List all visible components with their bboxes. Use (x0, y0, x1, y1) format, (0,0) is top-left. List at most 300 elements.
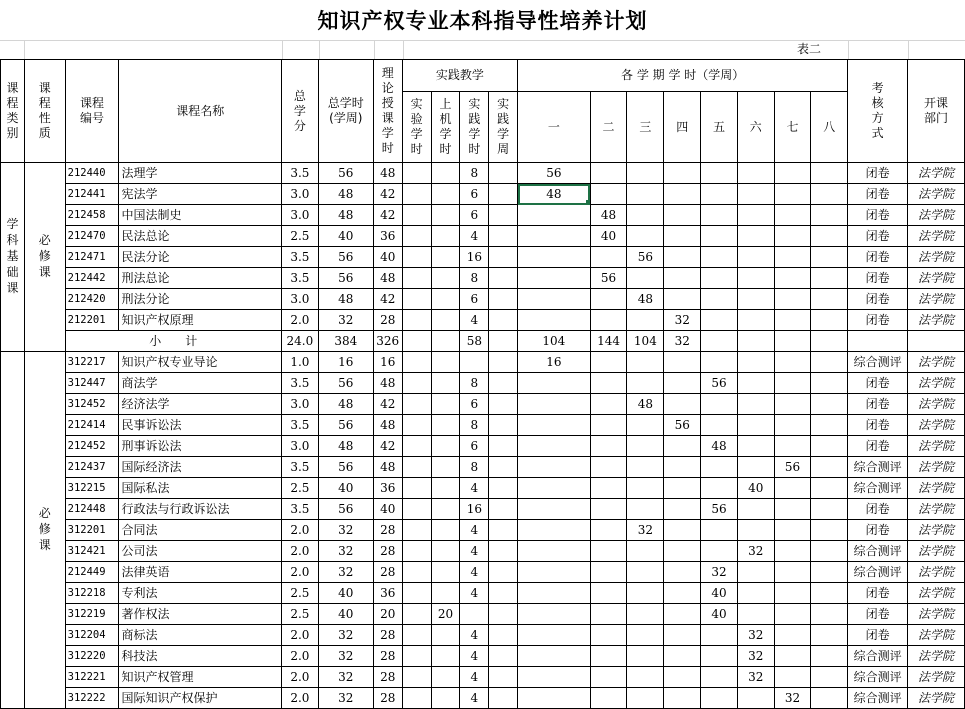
subtotal-semester-2[interactable]: 144 (590, 331, 627, 352)
credits-cell[interactable]: 3.5 (281, 247, 318, 268)
course-code[interactable]: 312222 (65, 688, 119, 709)
semester-8-cell[interactable] (811, 478, 848, 499)
total-hours-cell[interactable]: 32 (318, 541, 373, 562)
semester-6-cell[interactable] (737, 163, 774, 184)
semester-8-cell[interactable] (811, 562, 848, 583)
practice-hours-cell[interactable]: 16 (460, 247, 489, 268)
theory-hours-cell[interactable]: 36 (373, 478, 402, 499)
semester-3-cell[interactable]: 56 (627, 247, 664, 268)
semester-2-cell[interactable] (590, 310, 627, 331)
subtotal-exp-hours[interactable] (402, 331, 431, 352)
theory-hours-cell[interactable]: 40 (373, 499, 402, 520)
semester-4-cell[interactable] (664, 436, 701, 457)
computer-hours-cell[interactable] (431, 688, 460, 709)
semester-1-cell[interactable] (518, 289, 590, 310)
course-code[interactable]: 212441 (65, 184, 119, 205)
credits-cell[interactable]: 2.0 (281, 520, 318, 541)
semester-7-cell[interactable] (774, 625, 811, 646)
course-code[interactable]: 212420 (65, 289, 119, 310)
semester-7-cell[interactable] (774, 646, 811, 667)
total-hours-cell[interactable]: 40 (318, 226, 373, 247)
semester-6-cell[interactable] (737, 583, 774, 604)
semester-8-cell[interactable] (811, 625, 848, 646)
semester-5-cell[interactable]: 56 (701, 373, 738, 394)
semester-2-cell[interactable] (590, 541, 627, 562)
practice-hours-cell[interactable]: 4 (460, 688, 489, 709)
practice-hours-cell[interactable]: 4 (460, 646, 489, 667)
semester-3-cell[interactable] (627, 625, 664, 646)
dept-cell[interactable]: 法学院 (908, 352, 965, 373)
course-name[interactable]: 民事诉讼法 (119, 415, 281, 436)
subtotal-practice-weeks[interactable] (489, 331, 518, 352)
semester-4-cell[interactable] (664, 688, 701, 709)
course-code[interactable]: 212470 (65, 226, 119, 247)
exp-hours-cell[interactable] (402, 520, 431, 541)
semester-3-cell[interactable] (627, 352, 664, 373)
semester-1-cell[interactable] (518, 457, 590, 478)
semester-5-cell[interactable] (701, 688, 738, 709)
subtotal-semester-8[interactable] (811, 331, 848, 352)
semester-8-cell[interactable] (811, 205, 848, 226)
course-code[interactable]: 212448 (65, 499, 119, 520)
course-name[interactable]: 法律英语 (119, 562, 281, 583)
theory-hours-cell[interactable]: 48 (373, 163, 402, 184)
practice-hours-cell[interactable]: 8 (460, 268, 489, 289)
theory-hours-cell[interactable]: 16 (373, 352, 402, 373)
subtotal-semester-1[interactable]: 104 (518, 331, 590, 352)
semester-3-cell[interactable] (627, 163, 664, 184)
semester-2-cell[interactable] (590, 184, 627, 205)
course-name[interactable]: 经济法学 (119, 394, 281, 415)
exam-cell[interactable]: 闭卷 (848, 415, 908, 436)
semester-6-cell[interactable]: 32 (737, 625, 774, 646)
computer-hours-cell[interactable] (431, 457, 460, 478)
subtotal-credits[interactable]: 24.0 (281, 331, 318, 352)
semester-8-cell[interactable] (811, 541, 848, 562)
course-name[interactable]: 国际经济法 (119, 457, 281, 478)
credits-cell[interactable]: 3.5 (281, 415, 318, 436)
theory-hours-cell[interactable]: 28 (373, 625, 402, 646)
semester-3-cell[interactable]: 32 (627, 520, 664, 541)
exp-hours-cell[interactable] (402, 478, 431, 499)
semester-4-cell[interactable] (664, 562, 701, 583)
subtotal-semester-5[interactable] (701, 331, 738, 352)
course-name[interactable]: 宪法学 (119, 184, 281, 205)
course-code[interactable]: 312204 (65, 625, 119, 646)
dept-cell[interactable]: 法学院 (908, 226, 965, 247)
exp-hours-cell[interactable] (402, 205, 431, 226)
exp-hours-cell[interactable] (402, 268, 431, 289)
exam-cell[interactable]: 闭卷 (848, 604, 908, 625)
total-hours-cell[interactable]: 56 (318, 499, 373, 520)
computer-hours-cell[interactable] (431, 247, 460, 268)
semester-4-cell[interactable] (664, 352, 701, 373)
semester-3-cell[interactable] (627, 646, 664, 667)
exp-hours-cell[interactable] (402, 184, 431, 205)
subtotal-practice-hours[interactable]: 58 (460, 331, 489, 352)
credits-cell[interactable]: 2.0 (281, 667, 318, 688)
course-code[interactable]: 212414 (65, 415, 119, 436)
semester-8-cell[interactable] (811, 499, 848, 520)
dept-cell[interactable]: 法学院 (908, 667, 965, 688)
semester-6-cell[interactable] (737, 184, 774, 205)
semester-6-cell[interactable] (737, 562, 774, 583)
exp-hours-cell[interactable] (402, 688, 431, 709)
practice-hours-cell[interactable]: 4 (460, 226, 489, 247)
semester-4-cell[interactable] (664, 184, 701, 205)
practice-hours-cell[interactable] (460, 604, 489, 625)
theory-hours-cell[interactable]: 36 (373, 226, 402, 247)
semester-5-cell[interactable]: 40 (701, 583, 738, 604)
semester-5-cell[interactable] (701, 667, 738, 688)
semester-4-cell[interactable] (664, 163, 701, 184)
course-name[interactable]: 中国法制史 (119, 205, 281, 226)
credits-cell[interactable]: 2.5 (281, 478, 318, 499)
semester-3-cell[interactable] (627, 541, 664, 562)
course-name[interactable]: 刑法分论 (119, 289, 281, 310)
computer-hours-cell[interactable] (431, 667, 460, 688)
course-code[interactable]: 312218 (65, 583, 119, 604)
theory-hours-cell[interactable]: 42 (373, 289, 402, 310)
practice-weeks-cell[interactable] (489, 478, 518, 499)
semester-4-cell[interactable] (664, 394, 701, 415)
course-name[interactable]: 商法学 (119, 373, 281, 394)
course-name[interactable]: 行政法与行政诉讼法 (119, 499, 281, 520)
dept-cell[interactable]: 法学院 (908, 436, 965, 457)
semester-8-cell[interactable] (811, 163, 848, 184)
semester-2-cell[interactable] (590, 373, 627, 394)
practice-weeks-cell[interactable] (489, 604, 518, 625)
credits-cell[interactable]: 3.5 (281, 499, 318, 520)
exp-hours-cell[interactable] (402, 289, 431, 310)
semester-1-cell[interactable]: 16 (518, 352, 590, 373)
total-hours-cell[interactable]: 40 (318, 478, 373, 499)
semester-6-cell[interactable] (737, 310, 774, 331)
semester-7-cell[interactable] (774, 268, 811, 289)
semester-8-cell[interactable] (811, 247, 848, 268)
course-code[interactable]: 312220 (65, 646, 119, 667)
semester-5-cell[interactable] (701, 457, 738, 478)
semester-4-cell[interactable] (664, 247, 701, 268)
practice-weeks-cell[interactable] (489, 205, 518, 226)
practice-hours-cell[interactable]: 8 (460, 163, 489, 184)
total-hours-cell[interactable]: 56 (318, 247, 373, 268)
practice-weeks-cell[interactable] (489, 667, 518, 688)
exam-cell[interactable]: 综合测评 (848, 688, 908, 709)
semester-2-cell[interactable] (590, 646, 627, 667)
dept-cell[interactable]: 法学院 (908, 415, 965, 436)
computer-hours-cell[interactable] (431, 352, 460, 373)
credits-cell[interactable]: 2.0 (281, 688, 318, 709)
subtotal-theory-hours[interactable]: 326 (373, 331, 402, 352)
semester-6-cell[interactable] (737, 373, 774, 394)
semester-4-cell[interactable] (664, 583, 701, 604)
semester-3-cell[interactable] (627, 226, 664, 247)
course-name[interactable]: 知识产权专业导论 (119, 352, 281, 373)
exam-cell[interactable]: 综合测评 (848, 541, 908, 562)
exam-cell[interactable]: 闭卷 (848, 394, 908, 415)
semester-2-cell[interactable] (590, 478, 627, 499)
subtotal-semester-7[interactable] (774, 331, 811, 352)
exp-hours-cell[interactable] (402, 352, 431, 373)
credits-cell[interactable]: 3.5 (281, 373, 318, 394)
semester-5-cell[interactable] (701, 415, 738, 436)
semester-7-cell[interactable]: 32 (774, 688, 811, 709)
semester-1-cell[interactable] (518, 562, 590, 583)
course-name[interactable]: 商标法 (119, 625, 281, 646)
credits-cell[interactable]: 2.0 (281, 562, 318, 583)
theory-hours-cell[interactable]: 42 (373, 205, 402, 226)
subtotal-semester-4[interactable]: 32 (664, 331, 701, 352)
computer-hours-cell[interactable] (431, 268, 460, 289)
semester-2-cell[interactable] (590, 499, 627, 520)
semester-2-cell[interactable]: 56 (590, 268, 627, 289)
credits-cell[interactable]: 3.0 (281, 289, 318, 310)
practice-weeks-cell[interactable] (489, 226, 518, 247)
semester-2-cell[interactable] (590, 457, 627, 478)
semester-7-cell[interactable] (774, 436, 811, 457)
credits-cell[interactable]: 2.0 (281, 646, 318, 667)
semester-3-cell[interactable] (627, 310, 664, 331)
semester-5-cell[interactable] (701, 247, 738, 268)
dept-cell[interactable]: 法学院 (908, 310, 965, 331)
semester-7-cell[interactable] (774, 583, 811, 604)
course-code[interactable]: 312452 (65, 394, 119, 415)
semester-3-cell[interactable]: 48 (627, 289, 664, 310)
theory-hours-cell[interactable]: 28 (373, 667, 402, 688)
course-code[interactable]: 312215 (65, 478, 119, 499)
practice-weeks-cell[interactable] (489, 499, 518, 520)
credits-cell[interactable]: 3.5 (281, 163, 318, 184)
exp-hours-cell[interactable] (402, 562, 431, 583)
total-hours-cell[interactable]: 56 (318, 457, 373, 478)
semester-6-cell[interactable] (737, 520, 774, 541)
computer-hours-cell[interactable] (431, 184, 460, 205)
total-hours-cell[interactable]: 48 (318, 184, 373, 205)
dept-cell[interactable]: 法学院 (908, 268, 965, 289)
semester-7-cell[interactable] (774, 247, 811, 268)
dept-cell[interactable]: 法学院 (908, 247, 965, 268)
theory-hours-cell[interactable]: 48 (373, 268, 402, 289)
semester-4-cell[interactable] (664, 226, 701, 247)
computer-hours-cell[interactable] (431, 562, 460, 583)
semester-3-cell[interactable] (627, 415, 664, 436)
course-code[interactable]: 312421 (65, 541, 119, 562)
semester-8-cell[interactable] (811, 667, 848, 688)
practice-weeks-cell[interactable] (489, 310, 518, 331)
theory-hours-cell[interactable]: 28 (373, 310, 402, 331)
semester-1-cell[interactable]: 48 (518, 184, 590, 205)
course-name[interactable]: 民法总论 (119, 226, 281, 247)
practice-weeks-cell[interactable] (489, 352, 518, 373)
practice-weeks-cell[interactable] (489, 394, 518, 415)
semester-5-cell[interactable] (701, 310, 738, 331)
semester-5-cell[interactable] (701, 394, 738, 415)
semester-5-cell[interactable]: 40 (701, 604, 738, 625)
semester-6-cell[interactable]: 40 (737, 478, 774, 499)
total-hours-cell[interactable]: 32 (318, 625, 373, 646)
semester-7-cell[interactable] (774, 226, 811, 247)
credits-cell[interactable]: 3.0 (281, 436, 318, 457)
theory-hours-cell[interactable]: 48 (373, 373, 402, 394)
semester-2-cell[interactable] (590, 247, 627, 268)
course-code[interactable]: 212458 (65, 205, 119, 226)
semester-7-cell[interactable] (774, 541, 811, 562)
semester-1-cell[interactable]: 56 (518, 163, 590, 184)
exp-hours-cell[interactable] (402, 163, 431, 184)
theory-hours-cell[interactable]: 36 (373, 583, 402, 604)
dept-cell[interactable]: 法学院 (908, 604, 965, 625)
theory-hours-cell[interactable]: 42 (373, 436, 402, 457)
course-code[interactable]: 312219 (65, 604, 119, 625)
dept-cell[interactable]: 法学院 (908, 562, 965, 583)
semester-1-cell[interactable] (518, 226, 590, 247)
semester-6-cell[interactable] (737, 268, 774, 289)
course-name[interactable]: 刑事诉讼法 (119, 436, 281, 457)
semester-2-cell[interactable] (590, 394, 627, 415)
semester-7-cell[interactable]: 56 (774, 457, 811, 478)
semester-4-cell[interactable]: 56 (664, 415, 701, 436)
semester-6-cell[interactable] (737, 394, 774, 415)
semester-1-cell[interactable] (518, 541, 590, 562)
semester-6-cell[interactable]: 32 (737, 646, 774, 667)
semester-3-cell[interactable] (627, 373, 664, 394)
dept-cell[interactable]: 法学院 (908, 373, 965, 394)
semester-8-cell[interactable] (811, 520, 848, 541)
practice-hours-cell[interactable]: 8 (460, 457, 489, 478)
semester-5-cell[interactable]: 48 (701, 436, 738, 457)
practice-hours-cell[interactable]: 16 (460, 499, 489, 520)
exam-cell[interactable]: 闭卷 (848, 163, 908, 184)
semester-8-cell[interactable] (811, 457, 848, 478)
semester-6-cell[interactable] (737, 226, 774, 247)
semester-1-cell[interactable] (518, 583, 590, 604)
total-hours-cell[interactable]: 32 (318, 646, 373, 667)
practice-hours-cell[interactable]: 4 (460, 583, 489, 604)
computer-hours-cell[interactable] (431, 226, 460, 247)
practice-weeks-cell[interactable] (489, 163, 518, 184)
practice-weeks-cell[interactable] (489, 436, 518, 457)
computer-hours-cell[interactable] (431, 310, 460, 331)
dept-cell[interactable]: 法学院 (908, 184, 965, 205)
practice-hours-cell[interactable]: 8 (460, 373, 489, 394)
course-code[interactable]: 312221 (65, 667, 119, 688)
semester-5-cell[interactable] (701, 541, 738, 562)
semester-4-cell[interactable]: 32 (664, 310, 701, 331)
semester-8-cell[interactable] (811, 604, 848, 625)
exam-cell[interactable]: 闭卷 (848, 247, 908, 268)
course-name[interactable]: 科技法 (119, 646, 281, 667)
computer-hours-cell[interactable] (431, 646, 460, 667)
semester-8-cell[interactable] (811, 646, 848, 667)
practice-hours-cell[interactable]: 6 (460, 289, 489, 310)
theory-hours-cell[interactable]: 40 (373, 247, 402, 268)
subtotal-dept[interactable] (908, 331, 965, 352)
course-code[interactable]: 212449 (65, 562, 119, 583)
theory-hours-cell[interactable]: 20 (373, 604, 402, 625)
exam-cell[interactable]: 闭卷 (848, 205, 908, 226)
practice-hours-cell[interactable]: 4 (460, 478, 489, 499)
semester-3-cell[interactable] (627, 499, 664, 520)
semester-1-cell[interactable] (518, 499, 590, 520)
computer-hours-cell[interactable] (431, 373, 460, 394)
semester-2-cell[interactable] (590, 520, 627, 541)
semester-1-cell[interactable] (518, 205, 590, 226)
semester-8-cell[interactable] (811, 688, 848, 709)
semester-6-cell[interactable] (737, 289, 774, 310)
computer-hours-cell[interactable] (431, 289, 460, 310)
semester-7-cell[interactable] (774, 163, 811, 184)
computer-hours-cell[interactable]: 20 (431, 604, 460, 625)
semester-8-cell[interactable] (811, 352, 848, 373)
exam-cell[interactable]: 闭卷 (848, 310, 908, 331)
practice-weeks-cell[interactable] (489, 625, 518, 646)
credits-cell[interactable]: 3.0 (281, 394, 318, 415)
semester-2-cell[interactable] (590, 625, 627, 646)
semester-5-cell[interactable] (701, 646, 738, 667)
semester-7-cell[interactable] (774, 415, 811, 436)
semester-3-cell[interactable] (627, 667, 664, 688)
semester-6-cell[interactable] (737, 688, 774, 709)
practice-weeks-cell[interactable] (489, 247, 518, 268)
semester-5-cell[interactable] (701, 205, 738, 226)
theory-hours-cell[interactable]: 42 (373, 184, 402, 205)
semester-3-cell[interactable] (627, 688, 664, 709)
semester-5-cell[interactable] (701, 625, 738, 646)
practice-hours-cell[interactable]: 4 (460, 310, 489, 331)
subtotal-total-hours[interactable]: 384 (318, 331, 373, 352)
course-name[interactable]: 著作权法 (119, 604, 281, 625)
practice-weeks-cell[interactable] (489, 184, 518, 205)
semester-6-cell[interactable] (737, 352, 774, 373)
dept-cell[interactable]: 法学院 (908, 520, 965, 541)
course-name[interactable]: 国际私法 (119, 478, 281, 499)
semester-8-cell[interactable] (811, 436, 848, 457)
computer-hours-cell[interactable] (431, 541, 460, 562)
exam-cell[interactable]: 闭卷 (848, 520, 908, 541)
total-hours-cell[interactable]: 56 (318, 373, 373, 394)
dept-cell[interactable]: 法学院 (908, 646, 965, 667)
course-name[interactable]: 专利法 (119, 583, 281, 604)
semester-2-cell[interactable] (590, 163, 627, 184)
semester-5-cell[interactable] (701, 184, 738, 205)
semester-7-cell[interactable] (774, 520, 811, 541)
dept-cell[interactable]: 法学院 (908, 541, 965, 562)
practice-hours-cell[interactable]: 4 (460, 667, 489, 688)
semester-7-cell[interactable] (774, 499, 811, 520)
practice-weeks-cell[interactable] (489, 457, 518, 478)
exam-cell[interactable]: 闭卷 (848, 373, 908, 394)
semester-4-cell[interactable] (664, 541, 701, 562)
semester-3-cell[interactable]: 48 (627, 394, 664, 415)
total-hours-cell[interactable]: 32 (318, 688, 373, 709)
subtotal-semester-6[interactable] (737, 331, 774, 352)
semester-2-cell[interactable]: 40 (590, 226, 627, 247)
practice-weeks-cell[interactable] (489, 520, 518, 541)
computer-hours-cell[interactable] (431, 394, 460, 415)
semester-8-cell[interactable] (811, 415, 848, 436)
semester-5-cell[interactable] (701, 478, 738, 499)
credits-cell[interactable]: 2.5 (281, 583, 318, 604)
practice-hours-cell[interactable]: 6 (460, 205, 489, 226)
semester-7-cell[interactable] (774, 205, 811, 226)
semester-5-cell[interactable] (701, 268, 738, 289)
exp-hours-cell[interactable] (402, 310, 431, 331)
semester-5-cell[interactable] (701, 352, 738, 373)
computer-hours-cell[interactable] (431, 163, 460, 184)
semester-1-cell[interactable] (518, 310, 590, 331)
course-name[interactable]: 公司法 (119, 541, 281, 562)
